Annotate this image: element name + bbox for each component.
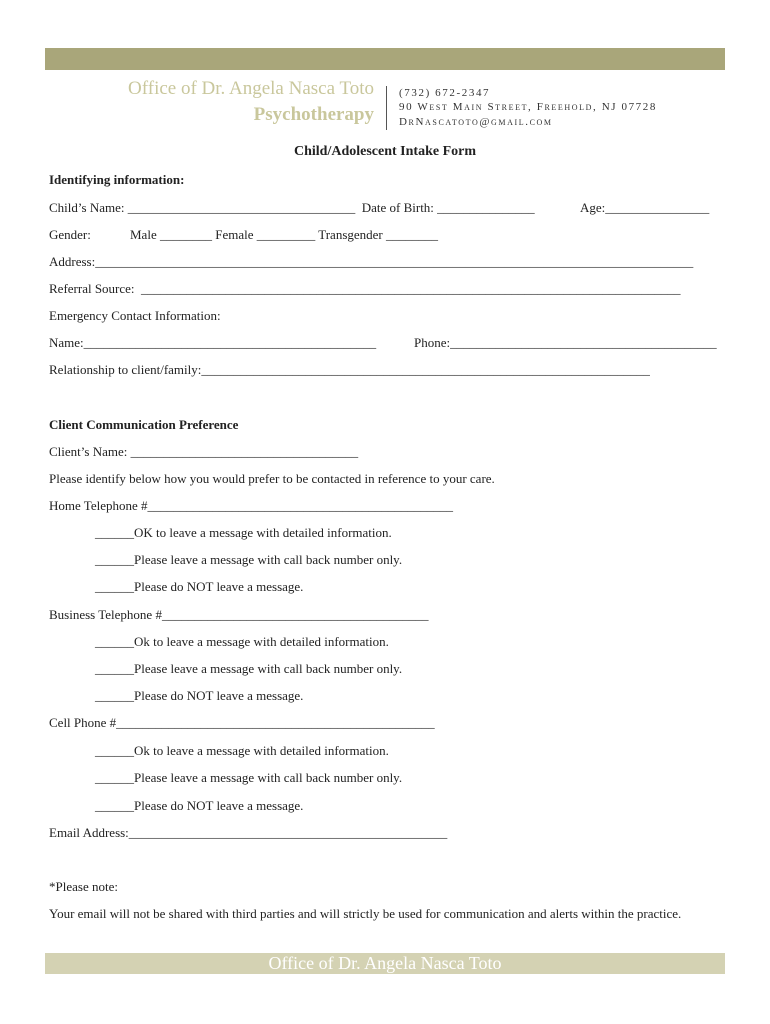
header-divider: [386, 86, 387, 130]
home-telephone-field[interactable]: Home Telephone #_______________________________________________: [49, 498, 453, 513]
identify-instructions: Please identify below how you would prefer to be contacted in reference to your care.: [49, 471, 495, 486]
office-name: Office of Dr. Angela Nasca Toto: [128, 78, 374, 99]
childs-name-dob-field[interactable]: Child’s Name: ___________________________________ Date of Birth: _______________: [49, 200, 535, 215]
identifying-heading: Identifying information:: [49, 172, 185, 187]
business-option-callback[interactable]: ______Please leave a message with call back number only.: [95, 661, 403, 676]
age-field[interactable]: Age:________________: [580, 200, 710, 215]
emergency-name-field[interactable]: Name:_____________________________________________: [49, 335, 377, 350]
communication-heading: Client Communication Preference: [49, 417, 239, 432]
office-subtitle: Psychotherapy: [253, 104, 374, 125]
emergency-contact-label: Emergency Contact Information:: [49, 308, 221, 323]
form-title: Child/Adolescent Intake Form: [294, 144, 476, 159]
contact-address: 90 West Main Street, Freehold, NJ 07728: [399, 101, 657, 113]
address-field[interactable]: Address:____________________________________________________________________________________________: [49, 254, 694, 269]
contact-phone: (732) 672-2347: [399, 87, 491, 99]
business-telephone-field[interactable]: Business Telephone #_________________________________________: [49, 607, 429, 622]
cell-option-callback[interactable]: ______Please leave a message with call back number only.: [95, 770, 403, 785]
cell-option-no-message[interactable]: ______Please do NOT leave a message.: [95, 798, 304, 813]
email-address-field[interactable]: Email Address:_________________________________________________: [49, 825, 448, 840]
footer-office-name: Office of Dr. Angela Nasca Toto: [268, 953, 502, 973]
referral-source-field[interactable]: Referral Source: ___________________________________________________________________________________: [49, 281, 681, 296]
contact-email: DrNascatoto@gmail.com: [399, 116, 553, 128]
emergency-phone-field[interactable]: Phone:_________________________________________: [414, 335, 717, 350]
note-text: Your email will not be shared with third parties and will strictly be used for communication and alerts within the practice.: [49, 906, 682, 921]
clients-name-field[interactable]: Client’s Name: ___________________________________: [49, 444, 359, 459]
business-option-no-message[interactable]: ______Please do NOT leave a message.: [95, 688, 304, 703]
header-band: [45, 48, 725, 70]
gender-label: Gender:: [49, 227, 91, 242]
business-option-detailed[interactable]: ______Ok to leave a message with detailed information.: [95, 634, 389, 649]
cell-phone-field[interactable]: Cell Phone #_________________________________________________: [49, 715, 435, 730]
gender-options-field[interactable]: Male ________ Female _________ Transgender ________: [130, 227, 439, 242]
home-option-callback[interactable]: ______Please leave a message with call back number only.: [95, 552, 403, 567]
home-option-no-message[interactable]: ______Please do NOT leave a message.: [95, 579, 304, 594]
cell-option-detailed[interactable]: ______Ok to leave a message with detailed information.: [95, 743, 389, 758]
relationship-field[interactable]: Relationship to client/family:_____________________________________________________________________: [49, 362, 650, 377]
note-label: *Please note:: [49, 879, 118, 894]
home-option-detailed[interactable]: ______OK to leave a message with detailed information.: [95, 525, 392, 540]
